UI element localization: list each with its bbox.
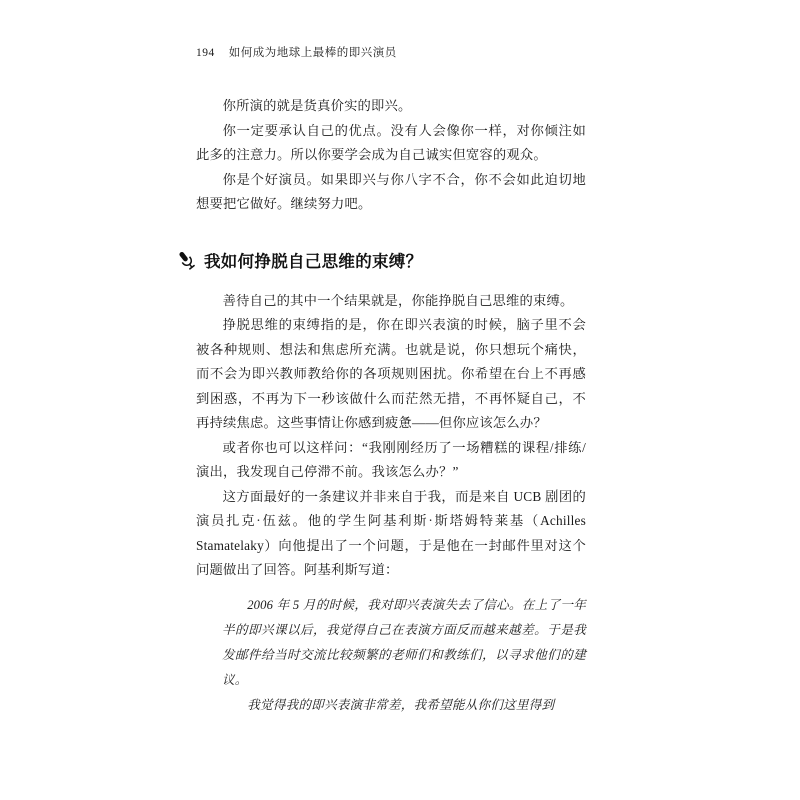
paragraph: 或者你也可以这样问：“我刚刚经历了一场糟糕的课程/排练/演出，我发现自己停滞不前。我该怎么办？” bbox=[196, 439, 586, 479]
quote-paragraph: 2006 年 5 月的时候，我对即兴表演失去了信心。在上了一年半的即兴课以后，我觉得自己在表演方面反而越来越差。于是我发邮件给当时交流比较频繁的老师们和教练们，以寻求他们的建议。 bbox=[222, 597, 586, 687]
paragraph: 你是个好演员。如果即兴与你八字不合，你不会如此迫切地想要把它做好。继续努力吧。 bbox=[196, 171, 586, 211]
microphone-icon bbox=[174, 248, 200, 274]
page-number: 194 bbox=[196, 47, 215, 59]
running-head bbox=[196, 44, 586, 60]
running-head-title: 如何成为地球上最棒的即兴演员 bbox=[228, 47, 397, 59]
paragraph: 善待自己的其中一个结果就是，你能挣脱自己思维的束缚。 bbox=[222, 292, 574, 308]
page-content-column bbox=[196, 44, 586, 718]
paragraph: 这方面最好的一条建议并非来自于我，而是来自 UCB 剧团的演员扎克·伍兹。他的学生阿基利斯·斯塔姆特莱基（Achilles Stamatelaky）向他提出了一个问题，于是他在一封邮件里对这个问题做出了回答。阿基利斯写道： bbox=[196, 488, 586, 577]
block-quote bbox=[196, 593, 586, 718]
quote-paragraph: 我觉得我的即兴表演非常差，我希望能从你们这里得到 bbox=[247, 697, 555, 712]
paragraph: 挣脱思维的束缚指的是，你在即兴表演的时候，脑子里不会被各种规则、想法和焦虑所充满。也就是说，你只想玩个痛快，而不会为即兴教师教给你的各项规则困扰。你希望在台上不再感到困惑，不再为下一秒该做什么而茫然无措，不再怀疑自己，不再持续焦虑。这些事情让你感到疲惫——但你应该怎么办？ bbox=[196, 317, 586, 430]
paragraph: 你一定要承认自己的优点。没有人会像你一样，对你倾注如此多的注意力。所以你要学会成为自己诚实但宽容的观众。 bbox=[196, 122, 586, 162]
section-heading bbox=[174, 247, 586, 273]
section-title: 我如何挣脱自己思维的束缚？ bbox=[204, 252, 423, 271]
paragraph: 你所演的就是货真价实的即兴。 bbox=[222, 98, 412, 113]
